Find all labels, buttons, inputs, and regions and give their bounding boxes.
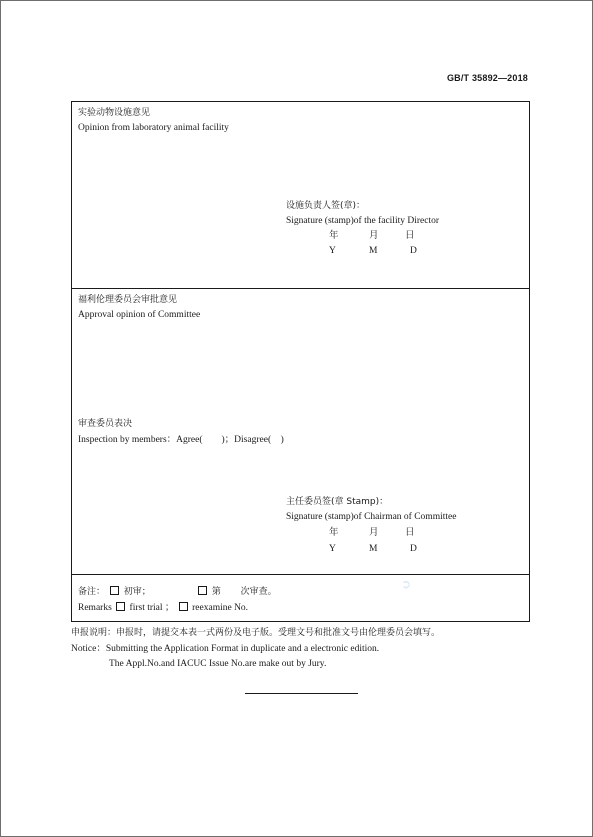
- reexam-row-cn: [196, 586, 277, 598]
- application-form-table: [71, 101, 530, 622]
- reexam-label-en: reexamine No.: [192, 603, 249, 613]
- watermark-logo-icon: ➲: [401, 577, 412, 591]
- remarks-label-cn: 备注：: [78, 587, 106, 597]
- first-trial-checkbox-en[interactable]: [116, 602, 125, 611]
- facility-date-month-en: M: [369, 246, 378, 256]
- chairman-signature-label-cn: 主任委员签(章 Stamp)：: [286, 497, 389, 507]
- committee-date-month-en: M: [369, 544, 378, 554]
- notice-en-line2: The Appl.No.and IACUC Issue No.are make out by Jury.: [109, 659, 327, 669]
- reexam-prefix-cn: 第: [211, 587, 221, 597]
- committee-approval-section: [72, 289, 529, 575]
- chairman-signature-label-en: Signature (stamp)of Chairman of Committee: [286, 512, 457, 522]
- committee-title-en: Approval opinion of Committee: [78, 310, 201, 320]
- reexam-checkbox-en[interactable]: [179, 602, 188, 611]
- committee-title-cn: 福利伦理委员会审批意见: [78, 295, 178, 305]
- facility-opinion-title-cn: 实验动物设施意见: [78, 108, 151, 118]
- first-trial-label-cn: 初审；: [123, 587, 151, 597]
- facility-date-month-cn: 月: [369, 230, 379, 241]
- facility-signature-label-cn: 设施负责人签(章)：: [286, 201, 366, 211]
- facility-signature-label-en: Signature (stamp)of the facility Director: [286, 216, 440, 226]
- remarks-row-cn: [78, 586, 151, 598]
- reexam-checkbox-cn[interactable]: [198, 586, 207, 595]
- first-trial-checkbox-cn[interactable]: [110, 586, 119, 595]
- committee-date-month-cn: 月: [369, 527, 379, 538]
- footer-end-rule: [245, 693, 358, 694]
- notice-en-line1: Notice：Submitting the Application Format in duplicate and a electronic edition.: [71, 644, 380, 654]
- committee-date-day-cn: 日: [405, 527, 415, 538]
- reexam-suffix-cn: 次审查。: [240, 587, 277, 597]
- facility-opinion-section: [72, 102, 529, 289]
- remarks-label-en: Remarks: [78, 603, 112, 613]
- notice-cn: 申报说明：申报时，请提交本表一式两份及电子版。受理文号和批准文号由伦理委员会填写。: [71, 628, 441, 638]
- facility-date-year-en: Y: [329, 246, 336, 256]
- first-trial-label-en: first trial ；: [129, 603, 175, 613]
- remarks-row-en: [78, 602, 248, 614]
- committee-date-year-cn: 年: [329, 527, 339, 538]
- standard-number: GB/T 35892—2018: [446, 73, 528, 83]
- inspection-vote-en: Inspection by members：Agree( )；Disagree( ): [78, 435, 284, 445]
- facility-date-day-cn: 日: [405, 230, 415, 241]
- facility-opinion-title-en: Opinion from laboratory animal facility: [78, 123, 229, 133]
- facility-date-year-cn: 年: [329, 230, 339, 241]
- remarks-section: [72, 575, 529, 621]
- inspection-label-cn: 审查委员表决: [78, 419, 133, 429]
- committee-date-day-en: D: [410, 544, 417, 554]
- facility-date-day-en: D: [410, 246, 417, 256]
- committee-date-year-en: Y: [329, 544, 336, 554]
